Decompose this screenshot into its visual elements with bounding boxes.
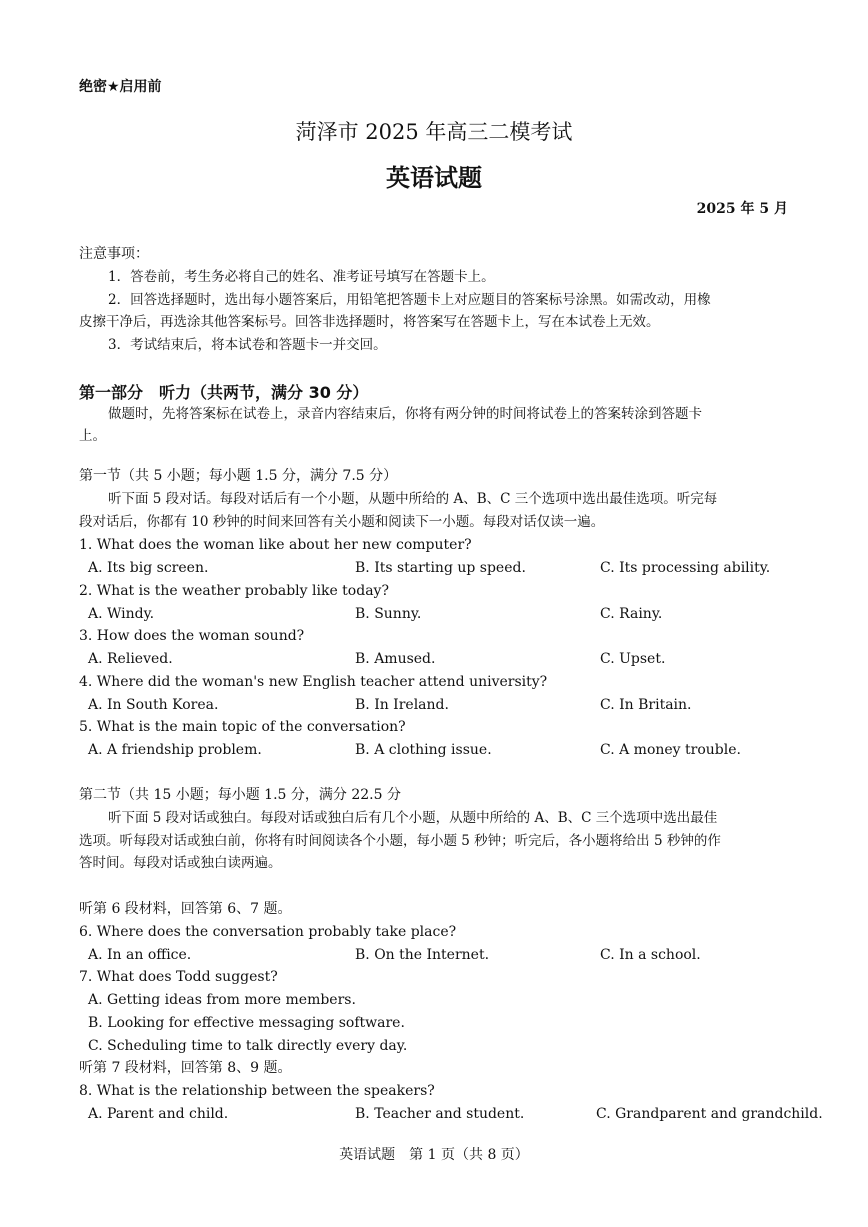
question-2-option-a: A. Windy. <box>88 606 155 622</box>
question-1-option-b: B. Its starting up speed. <box>355 560 526 576</box>
question-7: 7. What does Todd suggest? <box>79 969 278 985</box>
part1-title: 第一部分 听力（共两节，满分 30 分） <box>79 383 369 402</box>
part1-intro-line-1: 做题时，先将答案标在试卷上，录音内容结束后，你将有两分钟的时间将试卷上的答案转涂到答题卡 <box>108 406 702 422</box>
question-7-option-c: C. Scheduling time to talk directly every day. <box>88 1038 408 1054</box>
question-2-option-b: B. Sunny. <box>355 606 422 622</box>
material-7-label: 听第 7 段材料，回答第 8、9 题。 <box>79 1060 292 1076</box>
question-4-option-a: A. In South Korea. <box>88 697 219 713</box>
question-7-option-a: A. Getting ideas from more members. <box>88 992 356 1008</box>
question-1: 1. What does the woman like about her new computer? <box>79 537 472 553</box>
part1-intro-line-2: 上。 <box>79 428 106 444</box>
question-6-option-a: A. In an office. <box>88 947 192 963</box>
question-4: 4. Where did the woman's new English teacher attend university? <box>79 674 548 690</box>
question-8-option-c: C. Grandparent and grandchild. <box>596 1106 823 1122</box>
question-8: 8. What is the relationship between the speakers? <box>79 1083 435 1099</box>
confidential-label: 绝密★启用前 <box>79 79 162 95</box>
notice-item-3: 3．考试结束后，将本试卷和答题卡一并交回。 <box>108 337 387 353</box>
question-5-option-b: B. A clothing issue. <box>355 742 492 758</box>
notice-item-2-line-2: 皮擦干净后，再选涂其他答案标号。回答非选择题时，将答案写在答题卡上，写在本试卷上无效。 <box>79 314 660 330</box>
question-6-option-c: C. In a school. <box>600 947 701 963</box>
question-2-option-c: C. Rainy. <box>600 606 663 622</box>
notice-title: 注意事项： <box>79 246 149 262</box>
page-footer: 英语试题 第 1 页（共 8 页） <box>339 1147 529 1163</box>
exam-title: 菏泽市 2025 年高三二模考试 <box>295 120 573 144</box>
question-8-option-b: B. Teacher and student. <box>355 1106 525 1122</box>
question-3-option-a: A. Relieved. <box>88 651 173 667</box>
question-3-option-c: C. Upset. <box>600 651 666 667</box>
subject-title: 英语试题 <box>386 164 482 192</box>
question-5: 5. What is the main topic of the conversation? <box>79 719 406 735</box>
section2-intro-line-1: 听下面 5 段对话或独白。每段对话或独白后有几个小题，从题中所给的 A、B、C 三个选项中选出最佳 <box>108 810 718 826</box>
section1-title: 第一节（共 5 小题；每小题 1.5 分，满分 7.5 分） <box>79 468 398 484</box>
notice-item-1: 1．答卷前，考生务必将自己的姓名、准考证号填写在答题卡上。 <box>108 269 495 285</box>
question-5-option-a: A. A friendship problem. <box>88 742 262 758</box>
question-6-option-b: B. On the Internet. <box>355 947 490 963</box>
question-3-option-b: B. Amused. <box>355 651 436 667</box>
section2-intro-line-3: 答时间。每段对话或独白读两遍。 <box>79 855 282 871</box>
question-7-option-b: B. Looking for effective messaging software. <box>88 1015 405 1031</box>
section2-title: 第二节（共 15 小题；每小题 1.5 分，满分 22.5 分 <box>79 787 401 803</box>
question-5-option-c: C. A money trouble. <box>600 742 741 758</box>
question-2: 2. What is the weather probably like today? <box>79 583 389 599</box>
question-1-option-a: A. Its big screen. <box>88 560 209 576</box>
question-4-option-b: B. In Ireland. <box>355 697 449 713</box>
section1-intro-line-1: 听下面 5 段对话。每段对话后有一个小题，从题中所给的 A、B、C 三个选项中选出最佳选项。听完每 <box>108 491 718 507</box>
section2-intro-line-2: 选项。听每段对话或独白前，你将有时间阅读各个小题，每小题 5 秒钟；听完后，各小题将给出 5 秒钟的作 <box>79 833 721 849</box>
material-6-label: 听第 6 段材料，回答第 6、7 题。 <box>79 901 292 917</box>
exam-date: 2025 年 5 月 <box>696 201 788 217</box>
notice-item-2-line-1: 2．回答选择题时，选出每小题答案后，用铅笔把答题卡上对应题目的答案标号涂黑。如需改动，用橡 <box>108 292 711 308</box>
question-4-option-c: C. In Britain. <box>600 697 692 713</box>
question-1-option-c: C. Its processing ability. <box>600 560 771 576</box>
question-8-option-a: A. Parent and child. <box>88 1106 229 1122</box>
question-3: 3. How does the woman sound? <box>79 628 305 644</box>
section1-intro-line-2: 段对话后，你都有 10 秒钟的时间来回答有关小题和阅读下一小题。每段对话仅读一遍。 <box>79 514 605 530</box>
question-6: 6. Where does the conversation probably take place? <box>79 924 457 940</box>
